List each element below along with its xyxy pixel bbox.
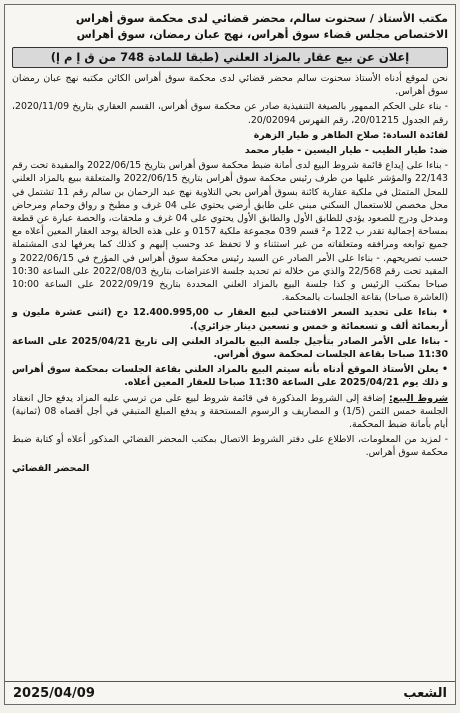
publication-footer bbox=[5, 681, 455, 704]
property-description-paragraph: - بناءا على إيداع قائمة شروط البيع لدى أمانة ضبط محكمة سوق أهراس بتاريخ 2022/06/15 والمقيدة تحت رقم 22/143 والمؤشر عليها من طرف رئيس محكمة سوق أهراس بتاريخ 2022/06/15 والمتعلقة ببيع بالمزاد العلني للمحل المتمثل في ملكية عقارية كائنة بسوق أهراس بحي التلاوية نهج عبد الرحمان بن سالم رقم 11 تشتمل في محل مخصص للاستعمال السكني مبني على طابق أرضي يحتوي على 04 غرف و مطبخ و رواق وحمام ومرحاض ومدخل ودرج للصعود يؤدي للطابق الأول والطابق الأول يحتوي على 04 غرف و ملحقات، والحصة عبارة عن قطعة بمساحة إجمالية تقدر ب 122 م² قسم 039 مجموعة ملكية 0157 و على هذه الحالة يوجد العقار المعين أعلاه مع جميع توابعه ومرافقه ومتعلقاته من غير استثناء و لا تحفظ عد وحسب إليهم و كذلك كما يعرفها لدى المشتملة حسب تصريحهم. - بناءا على الأمر الصادر عن السيد رئيس محكمة سوق أهراس في المؤرخ في 2022/06/15 و المقيد تحت رقم 22/568 والذي من خلاله تم تحديد جلسة الاعتراضات بتاريخ 2022/08/03 على الساعة 10:30 صباحا بمكتب الرئيس و كذا جلسة البيع بالمزاد العلني المحددة بتاريخ 2022/09/19 على الساعة 10:00 (العاشرة صباحا) بقاعة الجلسات بالمحكمة. bbox=[12, 160, 449, 304]
defendants-line: ضد: طيار الطيب - طيار اليسين - طيار محمد bbox=[244, 145, 448, 157]
sale-conditions-paragraph bbox=[12, 392, 448, 432]
sale-conditions-text: إضافة إلى الشروط المذكورة في قائمة شروط لبيع على من ترسي عليه المزاد يدفع حال انعقاد الجلسة خمس الثمن (1/5) و المصاريف و الرسوم المستحقة و يدفع المبلغ المتبقي في أجل أقصاه 08 (ثمانية) أيام بأمانة ضبط المحكمة. bbox=[12, 392, 448, 431]
postponement-paragraph: - بناءا على الأمر الصادر بتأجيل جلسة البيع بالمزاد العلني إلى تاريخ 2025/04/21 على الساعة 11:30 صباحا بقاعة الجلسات لمحكمة سوق أهراس. bbox=[12, 335, 448, 361]
auction-announcement-banner: إعلان عن بيع عقار بالمزاد العلني (طبقا للمادة 748 من ق إ م إ) bbox=[12, 47, 448, 68]
auction-date-paragraph: • يعلن الأستاذ الموقع أدناه بأنه سيتم البيع بالمزاد العلني بقاعة الجلسات بمحكمة سوق أهراس و ذلك يوم 2025/04/21 على الساعة 11:30 صباحا للعقار المعين أعلاه. bbox=[12, 364, 448, 389]
jurisdiction-line: الاختصاص مجلس قضاء سوق أهراس، نهج عبان رمضان، سوق أهراس bbox=[76, 28, 448, 41]
bailiff-signature: المحضر القضائي bbox=[12, 462, 90, 474]
notice-content bbox=[5, 5, 455, 475]
legal-notice-page bbox=[4, 4, 456, 705]
opening-price-paragraph: • بناءا على تحديد السعر الافتتاحي لبيع العقار ب 12.400.995,00 دج (اثنى عشرة مليون و أربعمائة ألف و تسعمائة و خمس و تسعين دينار جزائري). bbox=[12, 307, 448, 332]
intro-paragraph: نحن لموقع أدناه الأستاذ سحنوت سالم محضر قضائي لدى محكمة سوق أهراس الكائن مكتبه نهج عبان رمضان سوق أهراس. bbox=[12, 73, 448, 98]
judgment-paragraph: - بناء على الحكم الممهور بالصيغة التنفيذية صادر عن محكمة سوق أهراس، القسم العقاري بتاريخ 2020/11/09، رقم الجدول 20/01215، رقم الفهرس 20/02094. bbox=[12, 101, 448, 126]
more-info-paragraph: - لمزيد من المعلومات، الاطلاع على دفتر الشروط الاتصال بمكتب المحضر القضائي المذكور أعلاه أو كتابة ضبط محكمة سوق أهراس. bbox=[12, 434, 448, 459]
publication-date: 2025/04/09 bbox=[13, 685, 95, 701]
sale-conditions-title: شروط البيع: bbox=[389, 392, 448, 404]
bailiff-office-line: مكتب الأستاذ / سحنوت سالم، محضر قضائي لدى محكمة سوق أهراس bbox=[75, 12, 448, 25]
beneficiaries-line: لفائدة السادة: صلاح الطاهر و طيار الزهرة bbox=[253, 129, 448, 141]
publication-name: الشعب bbox=[403, 685, 447, 701]
